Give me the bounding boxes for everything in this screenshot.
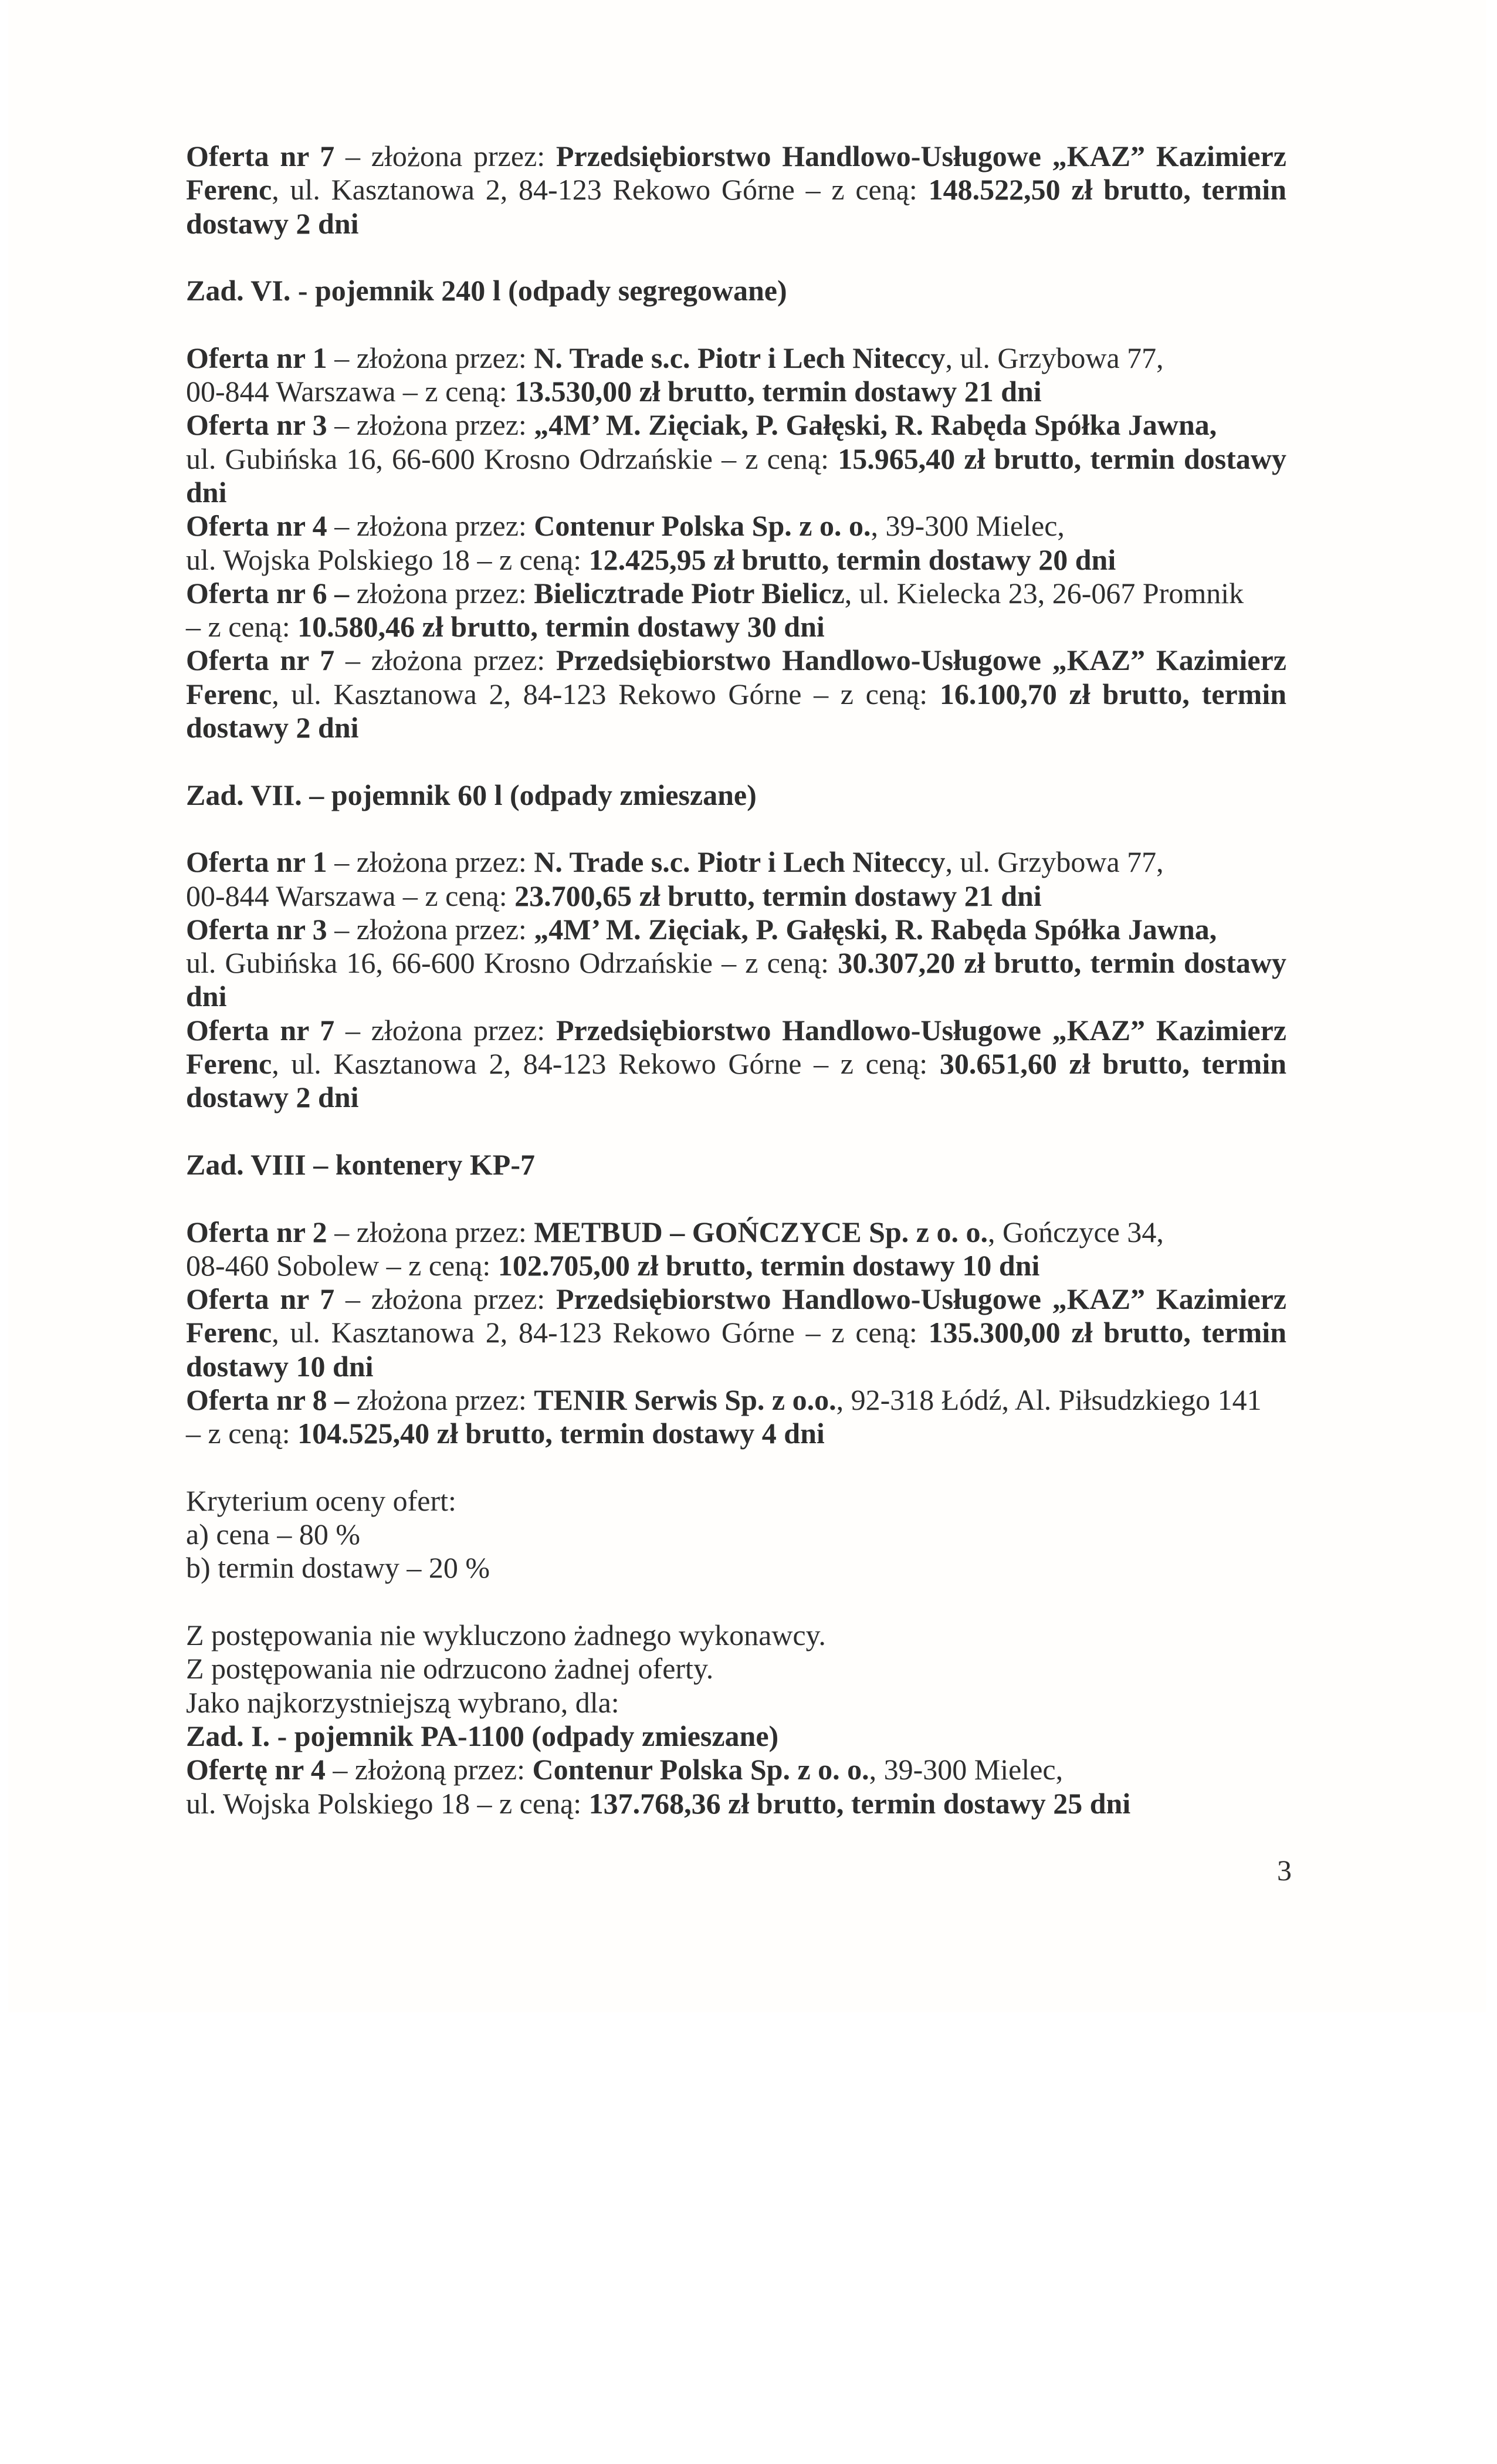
bold-text: Zad. VII. – pojemnik 60 l (odpady zmieszane) (186, 778, 757, 811)
text-line (186, 442, 1286, 476)
bold-text: Oferta nr 3 (186, 912, 327, 946)
regular-text: – z ceną: (186, 1417, 298, 1450)
regular-text: – złożona przez: (327, 408, 534, 442)
regular-text: – złożona przez: (327, 1215, 534, 1248)
blank-line (186, 307, 1286, 341)
regular-text: , ul. Kasztanowa 2, 84-123 Rekowo Górne – z ceną: (272, 1316, 929, 1349)
bold-text: 15.965,40 zł brutto, termin dostawy (838, 442, 1286, 475)
blank-line (186, 1585, 1286, 1619)
text-line (186, 1753, 1286, 1786)
bold-text: 10.580,46 zł brutto, termin dostawy 30 dni (297, 610, 825, 644)
regular-text: , Gończyce 34, (987, 1215, 1164, 1248)
bold-text: Ferenc (186, 677, 272, 710)
text-line (186, 610, 1286, 644)
text-line (186, 1148, 1286, 1182)
bold-text: Contenur Polska Sp. z o. o. (534, 509, 871, 543)
regular-text: 08-460 Sobolew – z ceną: (186, 1248, 498, 1282)
blank-line (186, 744, 1286, 778)
bold-text: Ferenc (186, 1316, 272, 1349)
regular-text: Jako najkorzystniejszą wybrano, dla: (186, 1685, 619, 1719)
text-line (186, 678, 1286, 711)
bold-text: Zad. VIII – kontenery KP-7 (186, 1148, 535, 1181)
regular-text: – złożona przez: (327, 912, 534, 946)
text-line (186, 140, 1286, 173)
text-line (186, 1350, 1286, 1383)
regular-text: b) termin dostawy – 20 % (186, 1551, 490, 1585)
regular-text: – z ceną: (186, 610, 298, 644)
regular-text: – złożona przez: (334, 1013, 556, 1047)
regular-text: – złożoną przez: (325, 1753, 533, 1786)
text-line (186, 543, 1286, 577)
bold-text: N. Trade s.c. Piotr i Lech Niteccy (534, 845, 946, 879)
text-line (186, 879, 1286, 913)
regular-text: ul. Wojska Polskiego 18 – z ceną: (186, 1786, 589, 1820)
text-line (186, 207, 1286, 241)
text-line (186, 946, 1286, 980)
bold-text: Oferta nr 7 (186, 1282, 335, 1316)
regular-text: , ul. Kielecka 23, 26-067 Promnik (844, 576, 1244, 610)
text-line (186, 173, 1286, 207)
text-line (186, 1652, 1286, 1685)
regular-text: , ul. Kasztanowa 2, 84-123 Rekowo Górne – z ceną: (272, 1047, 940, 1081)
text-line (186, 509, 1286, 543)
regular-text: 00-844 Warszawa – z ceną: (186, 879, 515, 912)
text-line (186, 913, 1286, 946)
regular-text: , ul. Grzybowa 77, (945, 845, 1164, 879)
text-line (186, 1551, 1286, 1585)
regular-text: – złożona przez: (334, 644, 556, 677)
text-line (186, 1383, 1286, 1417)
text-line (186, 1282, 1286, 1316)
bold-text: Ferenc (186, 173, 272, 207)
bold-text: 148.522,50 zł brutto, termin (928, 173, 1286, 207)
text-line (186, 274, 1286, 307)
bold-text: Zad. VI. - pojemnik 240 l (odpady segregowane) (186, 274, 787, 307)
regular-text: Kryterium oceny ofert: (186, 1484, 456, 1517)
regular-text: – złożona przez: (327, 341, 534, 374)
bold-text: dostawy 2 dni (186, 1081, 359, 1114)
regular-text: – złożona przez: (334, 1282, 556, 1316)
bold-text: Zad. I. - pojemnik PA-1100 (odpady zmieszane) (186, 1719, 779, 1752)
text-line (186, 845, 1286, 879)
bold-text: 30.307,20 zł brutto, termin dostawy (838, 946, 1286, 980)
regular-text: ul. Gubińska 16, 66-600 Krosno Odrzańskie – z ceną: (186, 946, 838, 980)
bold-text: Oferta nr 8 – (186, 1383, 350, 1416)
bold-text: 16.100,70 zł brutto, termin (939, 677, 1286, 710)
bold-text: 104.525,40 zł brutto, termin dostawy 4 dni (297, 1417, 825, 1450)
regular-text: – złożona przez: (327, 509, 534, 543)
regular-text: ul. Gubińska 16, 66-600 Krosno Odrzańskie – z ceną: (186, 442, 838, 475)
regular-text: Z postępowania nie wykluczono żadnego wykonawcy. (186, 1619, 826, 1652)
bold-text: Oferta nr 6 – (186, 576, 350, 610)
bold-text: Przedsiębiorstwo Handlowo-Usługowe „KAZ” Kazimierz (556, 644, 1286, 677)
regular-text: a) cena – 80 % (186, 1518, 361, 1551)
regular-text: , ul. Kasztanowa 2, 84-123 Rekowo Górne – z ceną: (272, 173, 929, 207)
bold-text: „4M’ M. Zięciak, P. Gałęski, R. Rabęda Spółka Jawna, (534, 912, 1217, 946)
bold-text: „4M’ M. Zięciak, P. Gałęski, R. Rabęda Spółka Jawna, (534, 408, 1217, 442)
regular-text: , 39-300 Mielec, (871, 509, 1065, 543)
text-line (186, 577, 1286, 610)
text-line (186, 1014, 1286, 1047)
text-line (186, 980, 1286, 1013)
bold-text: dni (186, 475, 227, 509)
bold-text: Ferenc (186, 1047, 272, 1081)
bold-text: Ofertę nr 4 (186, 1753, 326, 1786)
text-line (186, 711, 1286, 744)
bold-text: N. Trade s.c. Piotr i Lech Niteccy (534, 341, 946, 374)
regular-text: , ul. Grzybowa 77, (945, 341, 1164, 374)
document-body (186, 140, 1286, 1820)
regular-text: Z postępowania nie odrzucono żadnej oferty. (186, 1652, 714, 1685)
bold-text: Oferta nr 7 (186, 140, 335, 172)
regular-text: – złożona przez: (334, 140, 556, 172)
text-line (186, 1787, 1286, 1820)
text-line (186, 408, 1286, 442)
bold-text: Oferta nr 7 (186, 644, 335, 677)
bold-text: Oferta nr 2 (186, 1215, 327, 1248)
bold-text: dostawy 2 dni (186, 711, 359, 744)
regular-text: – złożona przez: (327, 845, 534, 879)
regular-text: , ul. Kasztanowa 2, 84-123 Rekowo Górne – z ceną: (272, 677, 940, 710)
regular-text: ul. Wojska Polskiego 18 – z ceną: (186, 543, 589, 576)
bold-text: 102.705,00 zł brutto, termin dostawy 10 dni (497, 1248, 1040, 1282)
bold-text: Oferta nr 1 (186, 341, 327, 374)
regular-text: , 92-318 Łódź, Al. Piłsudzkiego 141 (836, 1383, 1262, 1416)
regular-text: , 39-300 Mielec, (869, 1753, 1064, 1786)
text-line (186, 644, 1286, 677)
bold-text: 135.300,00 zł brutto, termin (928, 1316, 1286, 1349)
text-line (186, 1417, 1286, 1450)
bold-text: Przedsiębiorstwo Handlowo-Usługowe „KAZ” Kazimierz (556, 1013, 1286, 1047)
bold-text: Oferta nr 7 (186, 1013, 335, 1047)
text-line (186, 1081, 1286, 1114)
bold-text: Contenur Polska Sp. z o. o. (532, 1753, 869, 1786)
bold-text: TENIR Serwis Sp. z o.o. (534, 1383, 836, 1416)
bold-text: 23.700,65 zł brutto, termin dostawy 21 dni (514, 879, 1042, 912)
bold-text: 137.768,36 zł brutto, termin dostawy 25 dni (588, 1786, 1131, 1820)
text-line (186, 375, 1286, 408)
text-line (186, 779, 1286, 812)
text-line (186, 341, 1286, 375)
text-line (186, 476, 1286, 509)
bold-text: Oferta nr 4 (186, 509, 327, 543)
blank-line (186, 1451, 1286, 1484)
text-line (186, 1619, 1286, 1652)
bold-text: 13.530,00 zł brutto, termin dostawy 21 dni (514, 375, 1042, 408)
blank-line (186, 1182, 1286, 1215)
bold-text: dostawy 10 dni (186, 1349, 374, 1383)
blank-line (186, 1115, 1286, 1148)
regular-text: złożona przez: (349, 576, 534, 610)
text-line (186, 1249, 1286, 1282)
bold-text: Bielicztrade Piotr Bielicz (534, 576, 845, 610)
blank-line (186, 241, 1286, 274)
blank-line (186, 812, 1286, 845)
bold-text: METBUD – GOŃCZYCE Sp. z o. o. (534, 1215, 988, 1248)
page-number: 3 (1277, 1854, 1292, 1887)
bold-text: Oferta nr 3 (186, 408, 327, 442)
bold-text: dni (186, 980, 227, 1013)
regular-text: 00-844 Warszawa – z ceną: (186, 375, 515, 408)
bold-text: Przedsiębiorstwo Handlowo-Usługowe „KAZ” Kazimierz (556, 1282, 1286, 1316)
text-line (186, 1518, 1286, 1551)
text-line (186, 1316, 1286, 1349)
bold-text: Przedsiębiorstwo Handlowo-Usługowe „KAZ” Kazimierz (556, 140, 1286, 172)
bold-text: dostawy 2 dni (186, 207, 359, 240)
bold-text: Oferta nr 1 (186, 845, 327, 879)
bold-text: 30.651,60 zł brutto, termin (939, 1047, 1286, 1081)
bold-text: 12.425,95 zł brutto, termin dostawy 20 dni (588, 543, 1116, 576)
text-line (186, 1720, 1286, 1753)
text-line (186, 1686, 1286, 1720)
text-line (186, 1047, 1286, 1081)
text-line (186, 1484, 1286, 1518)
regular-text: złożona przez: (349, 1383, 534, 1416)
text-line (186, 1216, 1286, 1249)
